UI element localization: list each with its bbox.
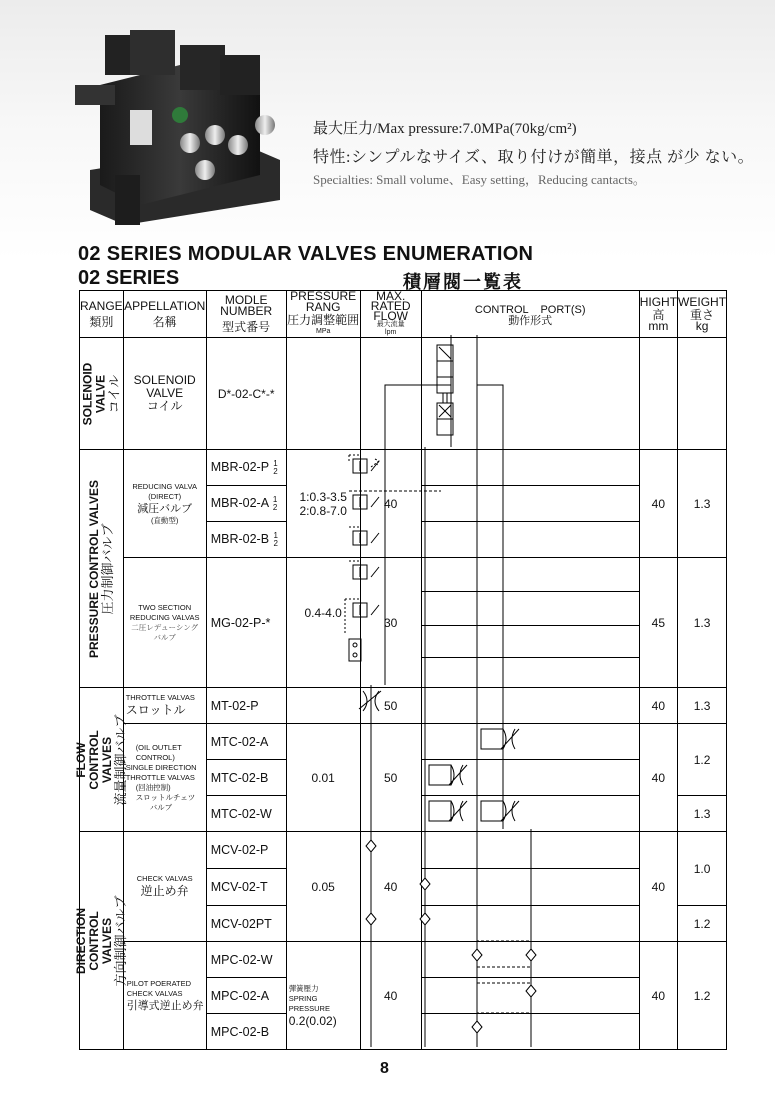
model-mbr-a: MBR-02-A 1 2 [206, 486, 286, 522]
model-mpc-b: MPC-02-B [206, 1014, 286, 1050]
model-mbr-b: MBR-02-B 1 2 [206, 522, 286, 558]
range-pressure: PRESSURE CONTROL VALVES 圧力制御バルブ [80, 450, 124, 688]
two-section-name: TWO SECTION REDUCING VALVAS 二圧レデューシング バルブ [123, 558, 206, 688]
mtc-flow: 50 [360, 724, 421, 832]
page-title: 02 SERIES MODULAR VALVES ENUMERATION [78, 243, 534, 265]
solenoid-model: D*-02-C*-* [206, 338, 286, 450]
check-name: CHECK VALVAS 逆止め弁 [123, 832, 206, 942]
range-direction: DIRECTION CONTROL VALVES 方向制御バルブ [80, 832, 124, 1050]
header-appellation: APPELLATION 名稱 [123, 291, 206, 338]
header-row [80, 291, 727, 338]
header-pressure: PRESSURE RANG 圧力調整範囲 MPa [286, 291, 360, 338]
model-mcv-pt: MCV-02PT [206, 906, 286, 942]
model-mtc-b: MTC-02-B [206, 760, 286, 796]
pilot-spring-pressure: 彈簧壓力 SPRING PRESSURE 0.2(0.02) [286, 942, 360, 1050]
range-solenoid: SOLENOID VALVE コイル [80, 338, 124, 450]
spec-feature-jp: 特性:シンプルなサイズ、取り付けが簡単，接点 が少 ない。 [313, 149, 755, 166]
flow-port-lines [371, 685, 503, 829]
model-mcv-p: MCV-02-P [206, 832, 286, 869]
pilot-check-name: PILOT POERATED CHECK VALVAS 引導式逆止め弁 [123, 942, 206, 1050]
reducing-flow: 40 [360, 450, 421, 558]
throttle-icon [359, 691, 381, 711]
spec-max-pressure: 最大圧力/Max pressure:7.0MPa(70kg/cm²) [313, 121, 577, 137]
mtc-height: 40 [639, 724, 677, 832]
page-title-cn: 積層閥一覧表 [403, 272, 523, 292]
model-mtc-w: MTC-02-W [206, 796, 286, 832]
reducing-valve-icons [345, 455, 441, 661]
model-mtc-a: MTC-02-A [206, 724, 286, 760]
model-mbr-p: MBR-02-P 1 2 [206, 450, 286, 486]
product-photo [70, 25, 290, 230]
mtc-weight-ab: 1.2 [678, 724, 727, 796]
header-control-port: CONTROL PORT(S) 動作形式 [421, 291, 639, 338]
hydraulic-symbols [341, 335, 559, 1047]
check-height: 40 [639, 832, 677, 942]
mt-height: 40 [639, 688, 677, 724]
header-model: MODLE NUMBER 型式番号 [206, 291, 286, 338]
reducing-pressure: 1:0.3-3.5 2:0.8-7.0 [286, 450, 360, 558]
check-flow: 40 [360, 832, 421, 942]
reducing-name: REDUCING VALVA (DIRECT) 減圧バルブ (直動型) [123, 450, 206, 558]
mtc-weight-w: 1.3 [678, 796, 727, 832]
check-port-lines [371, 829, 531, 1047]
page-subtitle: 02 SERIES [78, 267, 180, 289]
reducing-height: 40 [639, 450, 677, 558]
header-weight: WEIGHT 重さ kg [678, 291, 727, 338]
header-flow: MAX. RATED FLOW 最大流量 lpm [360, 291, 421, 338]
mg-pressure: 0.4-4.0 [286, 558, 360, 688]
model-mg: MG-02-P-* [206, 558, 286, 688]
pilot-flow: 40 [360, 942, 421, 1050]
throttle-name: THROTTLE VALVAS スロットル [123, 688, 206, 724]
model-mt: MT-02-P [206, 688, 286, 724]
solenoid-name: SOLENOID VALVE コイル [123, 338, 206, 450]
mg-flow: 30 [360, 558, 421, 688]
model-mpc-w: MPC-02-W [206, 942, 286, 978]
check-weight-pt: 1.0 [678, 832, 727, 906]
mt-weight: 1.3 [678, 688, 727, 724]
pressure-port-lines [385, 447, 503, 685]
mg-height: 45 [639, 558, 677, 688]
throttle-check-name: (OIL OUTLET CONTROL) SINGLE DIRECTION THROTTLE VALVAS (回油控制) スロットルチェツ バルブ [123, 724, 206, 832]
mtc-pressure: 0.01 [286, 724, 360, 832]
pilot-height: 40 [639, 942, 677, 1050]
spec-feature-en: Specialties: Small volume、Easy setting，Reducing cantacts。 [313, 172, 646, 187]
model-mpc-a: MPC-02-A [206, 978, 286, 1014]
reducing-weight: 1.3 [678, 450, 727, 558]
check-valve-icons [366, 840, 536, 1033]
check-pressure: 0.05 [286, 832, 360, 942]
model-mcv-t: MCV-02-T [206, 869, 286, 906]
mg-weight: 1.3 [678, 558, 727, 688]
pilot-dashed-lines [477, 941, 531, 1019]
pilot-weight: 1.2 [678, 942, 727, 1050]
mt-flow: 50 [360, 688, 421, 724]
range-flow: FLOW CONTROL VALVES 流量制御バルブ [80, 688, 124, 832]
header-range: RANGE 類別 [80, 291, 124, 338]
check-weight-last: 1.2 [678, 906, 727, 942]
header-height: HIGHT 高 mm [639, 291, 677, 338]
page-number: 8 [380, 1060, 389, 1077]
throttle-check-icons [429, 729, 519, 821]
